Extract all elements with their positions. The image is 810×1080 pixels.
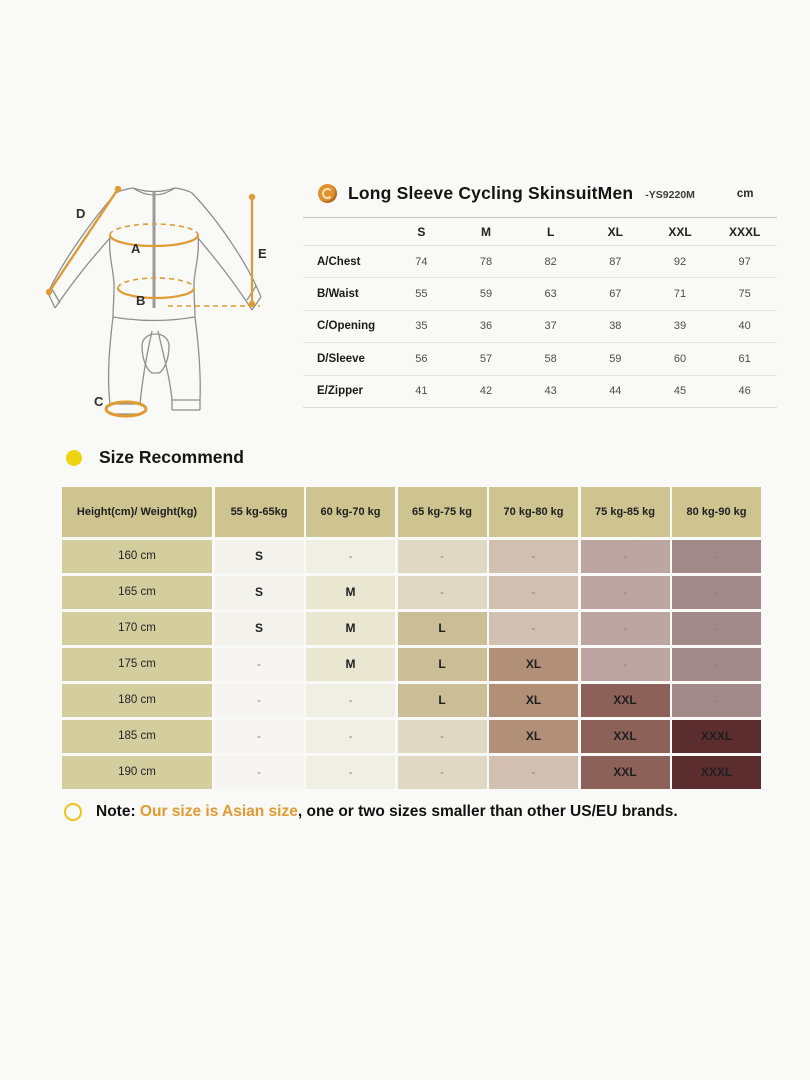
matrix-cell: - <box>306 756 395 790</box>
matrix-row-185 <box>62 720 761 754</box>
matrix-row-175 <box>62 648 761 682</box>
matrix-cell: - <box>398 576 487 610</box>
cell-value: 40 <box>738 320 751 333</box>
cell-value: 67 <box>609 288 622 301</box>
matrix-cell: - <box>215 648 304 682</box>
height-label: 180 cm <box>62 684 212 718</box>
size-recommend-heading <box>66 447 244 468</box>
matrix-header-row <box>62 487 761 537</box>
size-recommend-matrix <box>62 487 761 789</box>
matrix-cell: XL <box>489 684 578 718</box>
diagram-label-b: B <box>136 293 146 308</box>
matrix-cell: - <box>306 540 395 574</box>
matrix-cell: - <box>398 756 487 790</box>
cell-value: 57 <box>479 352 493 365</box>
diagram-label-c: C <box>94 394 104 409</box>
row-label: B/Waist <box>317 288 359 301</box>
matrix-cell: S <box>215 612 304 646</box>
weight-col-header: 65 kg-75 kg <box>398 487 487 537</box>
cell-value: 97 <box>738 255 751 268</box>
cell-value: 60 <box>673 352 687 365</box>
matrix-cell: - <box>581 648 670 682</box>
diagram-label-e: E <box>258 246 267 261</box>
table-row-zipper <box>303 376 777 408</box>
note-rest: , one or two sizes smaller than other US/EU brands. <box>297 803 678 820</box>
table-row-opening <box>303 311 777 343</box>
product-title: Long Sleeve Cycling SkinsuitMen <box>348 182 634 203</box>
matrix-row-180 <box>62 684 761 718</box>
weight-col-header: 80 kg-90 kg <box>672 487 761 537</box>
matrix-cell: - <box>581 576 670 610</box>
matrix-cell: XXL <box>581 684 670 718</box>
cell-value: 36 <box>479 320 493 333</box>
matrix-cell: - <box>398 720 487 754</box>
matrix-cell: - <box>581 612 670 646</box>
skinsuit-outline-drawing <box>30 158 302 430</box>
table-row-waist <box>303 278 777 310</box>
cell-value: 41 <box>415 385 428 398</box>
product-title-row <box>318 180 788 206</box>
diagram-label-a: A <box>131 241 141 256</box>
matrix-cell: - <box>215 756 304 790</box>
matrix-cell: - <box>489 756 578 790</box>
size-col-header: XL <box>607 224 623 239</box>
skinsuit-measurement-diagram <box>30 158 302 430</box>
cell-value: 39 <box>673 320 687 333</box>
height-label: 170 cm <box>62 612 212 646</box>
measurement-table-header <box>303 217 777 246</box>
table-row-sleeve <box>303 343 777 375</box>
cell-value: 38 <box>609 320 622 333</box>
matrix-cell: - <box>489 612 578 646</box>
matrix-cell: S <box>215 576 304 610</box>
model-code: -YS9220M <box>645 188 695 201</box>
note-highlight: Our size is Asian size <box>139 803 298 820</box>
matrix-cell: - <box>306 720 395 754</box>
row-label: C/Opening <box>317 320 376 333</box>
height-label: 160 cm <box>62 540 212 574</box>
table-row-chest <box>303 246 777 278</box>
weight-col-header: 75 kg-85 kg <box>581 487 670 537</box>
row-label: A/Chest <box>317 255 361 268</box>
size-col-header: S <box>417 224 426 239</box>
diagram-label-d: D <box>76 206 86 221</box>
row-label: E/Zipper <box>317 385 364 398</box>
brand-icon <box>318 184 337 203</box>
matrix-cell: - <box>672 612 761 646</box>
height-label: 185 cm <box>62 720 212 754</box>
matrix-cell: M <box>306 648 395 682</box>
cell-value: 35 <box>415 320 428 333</box>
matrix-cell: XL <box>489 720 578 754</box>
cell-value: 75 <box>738 288 751 301</box>
matrix-cell: - <box>672 576 761 610</box>
note-row <box>64 803 764 821</box>
size-col-header: XXXL <box>728 224 761 239</box>
note-ring-icon <box>64 803 82 821</box>
cell-value: 74 <box>415 255 428 268</box>
row-label: D/Sleeve <box>317 352 365 365</box>
cell-value: 63 <box>544 288 557 301</box>
matrix-cell: - <box>306 684 395 718</box>
cell-value: 82 <box>544 255 557 268</box>
weight-col-header: 55 kg-65kg <box>215 487 304 537</box>
matrix-corner-label: Height(cm)/ Weight(kg) <box>62 487 212 537</box>
matrix-cell: - <box>581 540 670 574</box>
cell-value: 44 <box>609 385 622 398</box>
matrix-cell: - <box>489 576 578 610</box>
matrix-cell: M <box>306 576 395 610</box>
matrix-row-160 <box>62 540 761 574</box>
matrix-cell: - <box>672 648 761 682</box>
weight-col-header: 70 kg-80 kg <box>489 487 578 537</box>
cell-value: 58 <box>544 352 557 365</box>
matrix-cell: S <box>215 540 304 574</box>
cell-value: 87 <box>609 255 622 268</box>
matrix-row-190 <box>62 756 761 790</box>
cell-value: 59 <box>479 288 493 301</box>
bullet-icon <box>66 450 82 466</box>
height-label: 175 cm <box>62 648 212 682</box>
size-col-header: XXL <box>668 224 692 239</box>
matrix-cell: M <box>306 612 395 646</box>
unit-label: cm <box>736 188 754 200</box>
cell-value: 56 <box>415 352 428 365</box>
matrix-cell: L <box>398 684 487 718</box>
matrix-cell: L <box>398 612 487 646</box>
height-label: 190 cm <box>62 756 212 790</box>
cell-value: 42 <box>479 385 493 398</box>
matrix-cell: - <box>672 540 761 574</box>
size-col-header: M <box>480 224 491 239</box>
matrix-cell: - <box>398 540 487 574</box>
matrix-cell: XXL <box>581 756 670 790</box>
cell-value: 71 <box>673 288 687 301</box>
matrix-cell: XL <box>489 648 578 682</box>
matrix-cell: - <box>672 684 761 718</box>
matrix-cell: XXXL <box>672 756 761 790</box>
matrix-cell: L <box>398 648 487 682</box>
cell-value: 45 <box>673 385 687 398</box>
matrix-row-165 <box>62 576 761 610</box>
cell-value: 59 <box>609 352 622 365</box>
size-col-header: L <box>546 224 555 239</box>
cell-value: 61 <box>738 352 751 365</box>
cell-value: 37 <box>544 320 557 333</box>
weight-col-header: 60 kg-70 kg <box>306 487 395 537</box>
measurement-table <box>303 217 777 408</box>
cell-value: 46 <box>738 385 751 398</box>
matrix-cell: - <box>215 684 304 718</box>
matrix-row-170 <box>62 612 761 646</box>
note-prefix: Note: <box>96 803 140 820</box>
cell-value: 55 <box>415 288 428 301</box>
matrix-cell: XXL <box>581 720 670 754</box>
cell-value: 92 <box>673 255 687 268</box>
size-recommend-title: Size Recommend <box>99 447 244 467</box>
cell-value: 43 <box>544 385 557 398</box>
cell-value: 78 <box>479 255 493 268</box>
matrix-cell: - <box>489 540 578 574</box>
matrix-cell: - <box>215 720 304 754</box>
height-label: 165 cm <box>62 576 212 610</box>
matrix-cell: XXXL <box>672 720 761 754</box>
note-text <box>96 803 678 821</box>
